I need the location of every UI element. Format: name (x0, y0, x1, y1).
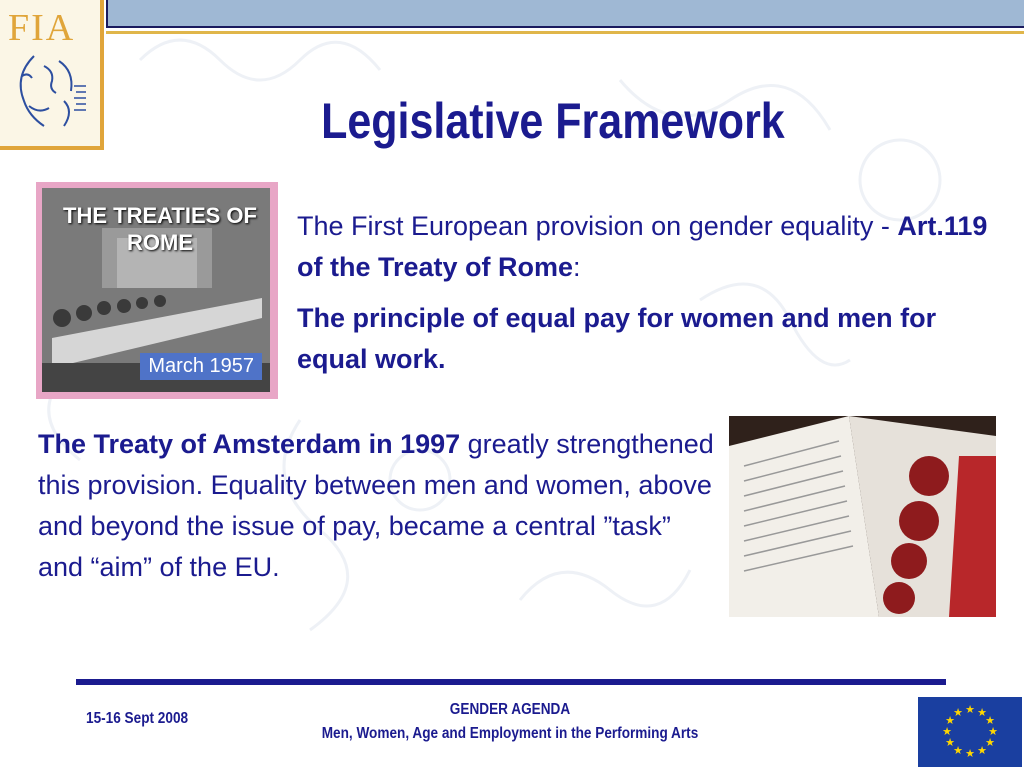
svg-text:★: ★ (945, 736, 955, 749)
svg-text:★: ★ (985, 714, 995, 727)
footer-date: 15-16 Sept 2008 (86, 710, 189, 727)
provision-colon: : (573, 252, 581, 282)
svg-text:★: ★ (945, 714, 955, 727)
svg-text:★: ★ (977, 706, 987, 719)
amsterdam-treaty-heading: The Treaty of Amsterdam in 1997 (38, 429, 461, 459)
logo-text: FIA (8, 7, 76, 49)
treaties-of-rome-photo (36, 182, 278, 399)
top-banner-accent-line (106, 31, 1024, 34)
footer-subtitle: Men, Women, Age and Employment in the Performing Arts (321, 725, 699, 742)
treaty-book-photo (729, 416, 996, 617)
svg-text:★: ★ (953, 706, 963, 719)
footer-divider (76, 679, 946, 685)
svg-text:★: ★ (965, 703, 975, 716)
footer-center (272, 698, 748, 746)
page-title: Legislative Framework (321, 93, 785, 149)
svg-text:★: ★ (985, 736, 995, 749)
svg-text:★: ★ (953, 744, 963, 757)
equal-pay-principle: The principle of equal pay for women and men for equal work. (297, 303, 937, 374)
svg-text:★: ★ (965, 747, 975, 760)
svg-text:★: ★ (988, 725, 998, 738)
amsterdam-treaty-body: greatly strengthened this provision. Equality between men and women, above and beyond the issue of pay, became a central ”task” and “aim” of the EU. (38, 429, 714, 582)
eu-stars-icon (918, 697, 1022, 767)
top-banner (106, 0, 1024, 28)
rome-photo-date: March 1957 (140, 353, 262, 380)
svg-text:★: ★ (942, 725, 952, 738)
provision-intro: The First European provision on gender equality - (297, 211, 898, 241)
svg-text:★: ★ (977, 744, 987, 757)
rome-photo-caption: THE TREATIES OF ROME (63, 203, 257, 255)
eu-flag-icon (918, 697, 1022, 767)
wax-seals-image (729, 416, 996, 617)
first-provision-text (297, 206, 997, 380)
footer-agenda: GENDER AGENDA (449, 701, 571, 718)
article-119-reference: Art.119 of the Treaty of Rome (297, 211, 988, 282)
amsterdam-treaty-text (38, 424, 718, 588)
